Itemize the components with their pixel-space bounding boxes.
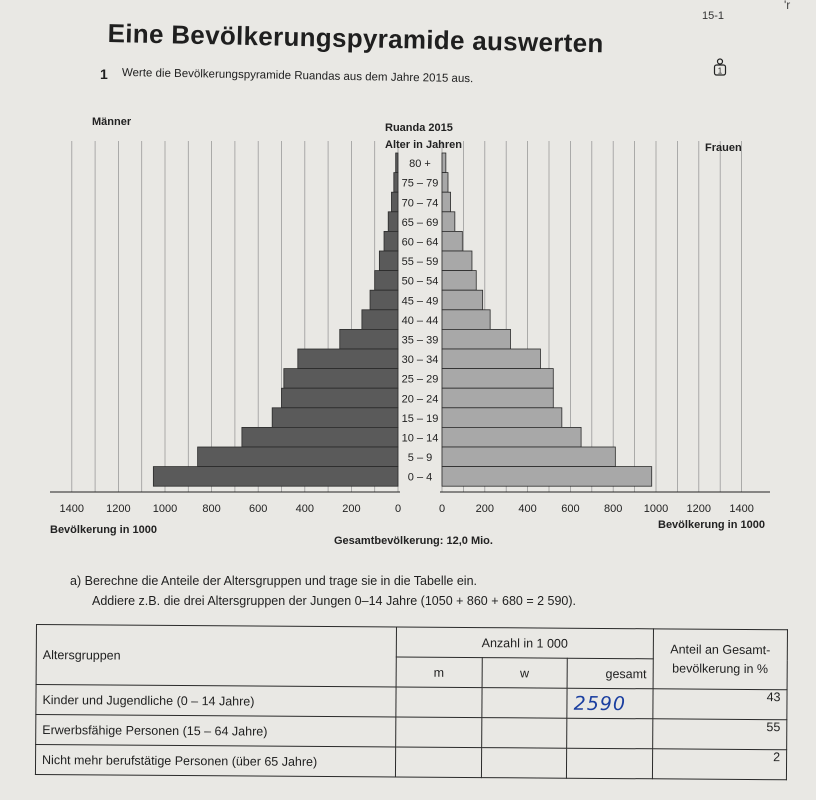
age-label-16: 0 – 4: [407, 471, 433, 484]
age-label-8: 40 – 44: [401, 314, 439, 327]
cell-share[interactable]: 43: [653, 689, 787, 720]
header-count: Anzahl in 1 000: [396, 627, 653, 659]
worksheet-title: Eine Bevölkerungspyramide auswerten: [107, 18, 604, 59]
cell-w[interactable]: [481, 688, 567, 719]
female-bar-10: [442, 349, 540, 369]
cell-share[interactable]: 55: [653, 719, 787, 750]
age-label-6: 50 – 54: [401, 275, 439, 288]
tick-label: 600: [249, 503, 268, 515]
male-bar-10: [298, 349, 398, 369]
tick-label: 1000: [643, 503, 669, 515]
tick-label: 1200: [106, 503, 131, 515]
female-bars: [442, 153, 652, 486]
page-number: 15-1: [702, 10, 725, 22]
female-bar-2: [442, 192, 451, 212]
male-bar-14: [242, 427, 398, 447]
tick-label: 1400: [59, 503, 85, 515]
female-bar-4: [442, 231, 462, 251]
tick-label: 400: [518, 503, 537, 515]
tick-label: 0: [438, 503, 446, 515]
male-bar-9: [340, 329, 398, 349]
row-group: Erwerbsfähige Personen (15 – 64 Jahre): [36, 715, 396, 748]
female-bar-1: [442, 173, 448, 193]
age-label-11: 25 – 29: [401, 373, 439, 386]
age-label-1: 75 – 79: [401, 177, 439, 190]
male-bar-13: [272, 408, 398, 428]
female-header: Frauen: [705, 142, 742, 154]
table-row: [35, 745, 786, 780]
male-bar-7: [370, 290, 398, 310]
cell-w[interactable]: [481, 718, 567, 749]
cell-m[interactable]: [396, 687, 482, 718]
age-label-9: 35 – 39: [401, 334, 439, 347]
cell-w[interactable]: [481, 748, 567, 779]
age-label-15: 5 – 9: [407, 452, 433, 465]
male-bar-4: [384, 231, 398, 251]
subtask-line-2: Addiere z.B. die drei Altersgruppen der Jungen 0–14 Jahre (1050 + 860 + 680 = 2 590).: [92, 594, 577, 608]
left-tick-labels: [60, 503, 402, 515]
male-bar-8: [362, 310, 398, 330]
male-bar-16: [153, 467, 398, 487]
header-m: m: [396, 657, 482, 688]
tick-label: 200: [475, 503, 494, 515]
female-bar-12: [442, 388, 553, 408]
female-bar-16: [442, 467, 652, 487]
female-bar-9: [442, 329, 510, 349]
header-share: Anteil an Gesamt-bevölkerung in %: [653, 629, 788, 690]
tick-label: 200: [342, 503, 361, 515]
tick-label: 400: [295, 503, 314, 515]
age-labels: [402, 158, 439, 484]
male-header: Männer: [92, 116, 132, 128]
task-instruction: Werte die Bevölkerungspyramide Ruandas aus dem Jahre 2015 aus.: [121, 67, 474, 86]
age-label-3: 65 – 69: [401, 216, 439, 229]
tick-label: 600: [561, 503, 580, 515]
corner-mark: 'r: [784, 0, 791, 12]
male-bar-15: [198, 447, 398, 467]
chart-title: Ruanda 2015: [385, 122, 453, 134]
row-group: Kinder und Jugendliche (0 – 14 Jahre): [36, 685, 396, 718]
male-bar-5: [379, 251, 398, 271]
cell-m[interactable]: [396, 717, 482, 748]
age-label-5: 55 – 59: [401, 256, 439, 269]
male-bar-0: [396, 153, 398, 173]
cell-total[interactable]: [567, 718, 653, 749]
subtask-label: a): [70, 574, 82, 588]
left-x-axis-label: Bevölkerung in 1000: [50, 524, 157, 536]
male-bar-11: [284, 369, 398, 389]
header-age-groups: Altersgruppen: [36, 625, 396, 688]
right-x-axis-label: Bevölkerung in 1000: [658, 519, 765, 531]
age-group-table: [35, 624, 788, 780]
row-group: Nicht mehr berufstätige Personen (über 65 Jahre): [35, 745, 395, 778]
female-bar-5: [442, 251, 472, 271]
female-bar-0: [442, 153, 446, 173]
header-w: w: [482, 658, 568, 689]
tick-label: 1400: [729, 503, 754, 515]
female-bar-15: [442, 447, 615, 467]
svg-text:1: 1: [717, 66, 723, 76]
female-bar-7: [442, 290, 483, 310]
cell-m[interactable]: [395, 747, 481, 778]
female-bar-6: [442, 271, 476, 291]
tick-label: 1000: [152, 503, 178, 515]
female-bar-13: [442, 408, 562, 428]
right-tick-labels: [439, 503, 754, 515]
age-label-7: 45 – 49: [401, 295, 439, 308]
age-label-4: 60 – 64: [401, 236, 439, 249]
header-total: gesamt: [567, 658, 653, 689]
tick-label: 0: [394, 503, 402, 515]
age-label-2: 70 – 74: [401, 197, 439, 210]
age-label-14: 10 – 14: [401, 432, 439, 445]
total-population: Gesamtbevölkerung: 12,0 Mio.: [334, 535, 493, 547]
age-label-10: 30 – 34: [401, 354, 439, 367]
female-bar-3: [442, 212, 455, 232]
cell-total[interactable]: 2590: [567, 688, 653, 719]
female-bar-11: [442, 369, 553, 389]
female-bar-14: [442, 427, 581, 447]
tick-label: 800: [202, 503, 221, 515]
male-bar-2: [391, 192, 398, 212]
tick-label: 1200: [686, 503, 712, 515]
cell-share[interactable]: 2: [652, 749, 786, 780]
task-number: 1: [100, 66, 108, 82]
tick-label: 800: [604, 503, 623, 515]
cell-total[interactable]: [567, 748, 653, 779]
male-bar-3: [388, 212, 398, 232]
subtask-text: Berechne die Anteile der Altersgruppen und trage sie in die Tabelle ein.: [84, 574, 478, 588]
age-label-0: 80 +: [409, 158, 431, 171]
age-label-13: 15 – 19: [401, 412, 439, 425]
male-bar-1: [394, 173, 398, 193]
age-label-12: 20 – 24: [401, 393, 439, 406]
male-bar-6: [375, 271, 398, 291]
male-bars: [153, 153, 398, 486]
age-axis-label: Alter in Jahren: [385, 139, 463, 151]
female-bar-8: [442, 310, 490, 330]
male-bar-12: [282, 388, 399, 408]
subtask-line-1: [70, 574, 477, 588]
